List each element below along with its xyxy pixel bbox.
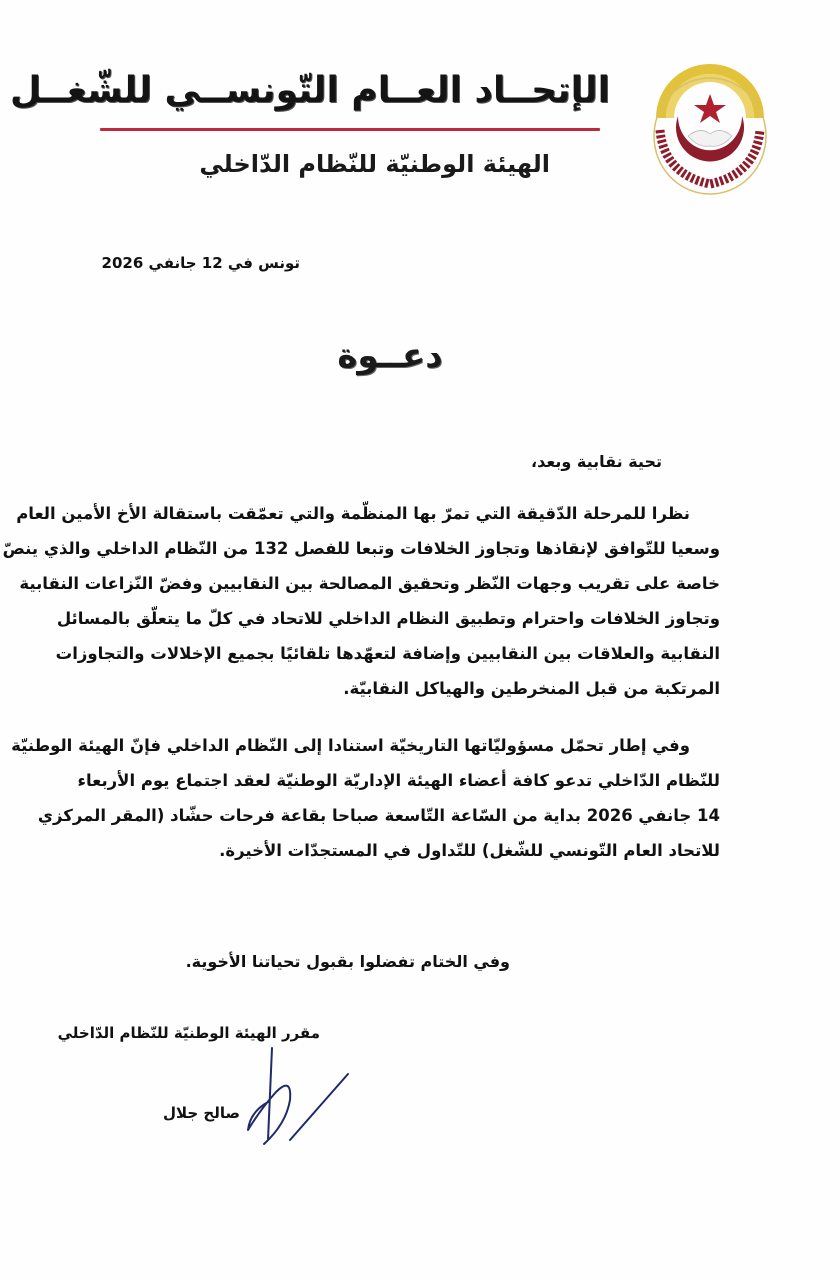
- handwritten-signature-icon: [220, 1040, 360, 1150]
- logo-handshake: [688, 130, 732, 146]
- committee-title: الهيئة الوطنيّة للنّظام الدّاخلي: [199, 150, 550, 178]
- signatory-role: مقرر الهيئة الوطنيّة للنّظام الدّاخلي: [57, 1024, 320, 1042]
- paragraph-1-line: وتجاوز الخلافات واحترام وتطبيق النظام الداخلي للاتحاد في كلّ ما يتعلّق بالمسائل: [56, 609, 720, 628]
- paragraph-1-line: وسعيا للتّوافق لإنقاذها وتجاوز الخلافات وتبعا للفصل 132 من النّظام الداخلي والذي ينصّ: [2, 539, 720, 558]
- header-divider: [100, 128, 600, 131]
- paragraph-2-line: وفي إطار تحمّل مسؤوليّاتها التاريخيّة استنادا إلى النّظام الداخلي فإنّ الهيئة الوطنيّة: [11, 736, 690, 755]
- paragraph-2-line: للاتحاد العام التّونسي للشّغل) للتّداول في المستجدّات الأخيرة.: [219, 841, 720, 860]
- paragraph-1-line: المرتكبة من قبل المنخرطين والهياكل النقابيّة.: [343, 679, 720, 698]
- paragraph-1-line: خاصة على تقريب وجهات النّظر وتحقيق المصالحة بين النقابيين وفضّ النّزاعات النقابية: [19, 574, 720, 593]
- organization-title: الإتحــاد العــام التّونســي للشّغــل: [10, 70, 610, 111]
- paragraph-2-line: 14 جانفي 2026 بداية من السّاعة التّاسعة صباحا بقاعة فرحات حشّاد (المقر المركزي: [37, 806, 720, 825]
- document-title: دعــوة: [337, 336, 443, 376]
- document-date: تونس في 12 جانفي 2026: [101, 254, 300, 272]
- paragraph-2-line: للنّظام الدّاخلي تدعو كافة أعضاء الهيئة الإداريّة الوطنيّة لعقد اجتماع يوم الأربعاء: [77, 771, 720, 790]
- closing-line: وفي الختام تفضلوا بقبول تحياتنا الأخوية.: [185, 952, 510, 971]
- signatory-name: صالح جلال: [162, 1104, 240, 1122]
- paragraph-1-line: نظرا للمرحلة الدّقيقة التي تمرّ بها المنظّمة والتي تعمّقت باستقالة الأخ الأمين العام: [16, 504, 690, 523]
- paragraph-2: [11, 728, 720, 868]
- paragraph-1-line: النقابية والعلاقات بين النقابيين وإضافة لتعهّدها تلقائيًا بجميع الإخلالات والتجاوزات: [55, 644, 720, 663]
- paragraph-1: [2, 496, 720, 706]
- logo-star: [694, 94, 726, 123]
- ugtt-emblem-icon: [650, 56, 770, 196]
- greeting: تحية نقابية وبعد،: [531, 452, 662, 471]
